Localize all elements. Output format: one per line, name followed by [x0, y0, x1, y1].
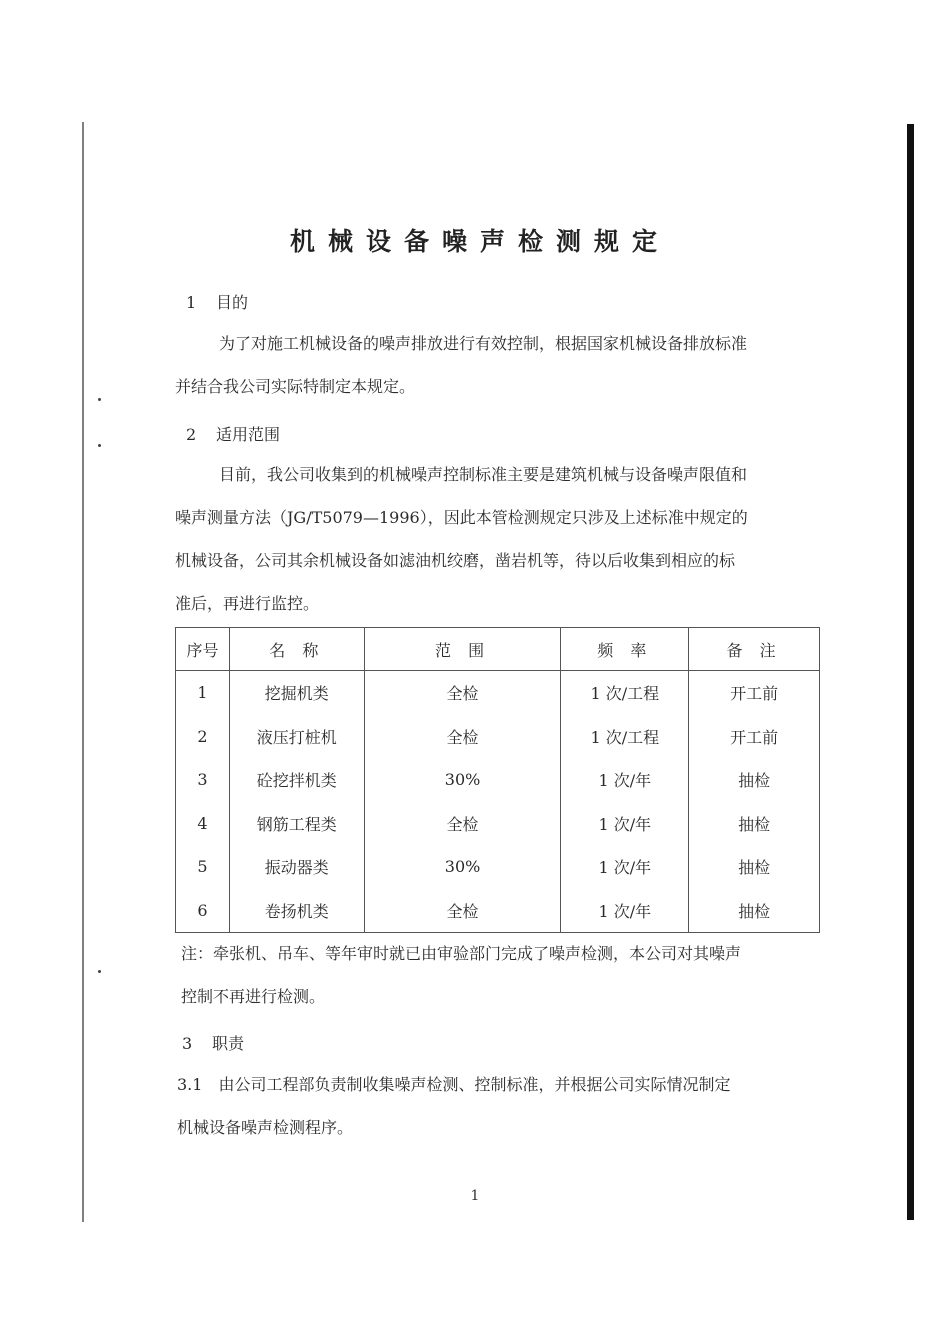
paragraph-line: 并结合我公司实际特制定本规定。	[175, 377, 416, 396]
table-row	[176, 758, 820, 802]
table-row	[176, 671, 820, 715]
cell-frequency: 1 次/年	[561, 758, 689, 802]
section-number: 1	[186, 293, 197, 312]
section-3-heading	[182, 1031, 244, 1054]
header-cell-frequency: 频 率	[561, 628, 689, 671]
page-number: 1	[470, 1188, 480, 1204]
scan-margin-line-left	[82, 122, 84, 1222]
table-row	[176, 802, 820, 846]
cell-frequency: 1 次/年	[561, 889, 689, 933]
table-header-row	[176, 628, 820, 671]
section-1-paragraph	[175, 322, 747, 408]
cell-scope: 全检	[364, 671, 561, 715]
scan-speck	[98, 970, 101, 973]
scan-speck	[98, 398, 101, 401]
cell-index: 4	[176, 802, 230, 846]
section-title: 适用范围	[216, 425, 281, 444]
cell-name: 砼挖拌机类	[229, 758, 364, 802]
section-3-paragraph	[177, 1063, 730, 1149]
cell-name: 液压打桩机	[229, 715, 364, 759]
cell-scope: 全检	[364, 715, 561, 759]
cell-frequency: 1 次/年	[561, 802, 689, 846]
cell-frequency: 1 次/年	[561, 845, 689, 889]
cell-remarks: 抽检	[689, 889, 820, 933]
cell-scope: 30%	[364, 758, 561, 802]
header-cell-scope: 范 围	[364, 628, 561, 671]
cell-index: 6	[176, 889, 230, 933]
cell-scope: 全检	[364, 889, 561, 933]
inspection-table	[175, 627, 820, 933]
paragraph-line: 噪声测量方法（JG/T5079—1996），因此本管检测规定只涉及上述标准中规定的	[175, 508, 748, 527]
paragraph-line: 机械设备，公司其余机械设备如滤油机绞磨，凿岩机等，待以后收集到相应的标	[175, 551, 736, 570]
paragraph-line: 目前，我公司收集到的机械噪声控制标准主要是建筑机械与设备噪声限值和	[219, 465, 748, 484]
cell-index: 2	[176, 715, 230, 759]
section-number: 2	[186, 425, 197, 444]
header-cell-name: 名 称	[229, 628, 364, 671]
cell-remarks: 开工前	[689, 671, 820, 715]
section-title: 目的	[216, 293, 249, 312]
paragraph-line: 为了对施工机械设备的噪声排放进行有效控制，根据国家机械设备排放标准	[219, 334, 748, 353]
cell-scope: 全检	[364, 802, 561, 846]
table-row	[176, 845, 820, 889]
document-title: 机械设备噪声检测规定	[289, 227, 670, 256]
table-note	[181, 932, 741, 1018]
cell-remarks: 抽检	[689, 845, 820, 889]
section-title: 职责	[212, 1034, 245, 1053]
cell-name: 钢筋工程类	[229, 802, 364, 846]
note-line: 注：牵张机、吊车、等年审时就已由审验部门完成了噪声检测，本公司对其噪声	[181, 944, 742, 963]
cell-remarks: 抽检	[689, 758, 820, 802]
table-row	[176, 715, 820, 759]
scan-margin-bar-right	[907, 124, 914, 1220]
section-2-heading	[186, 422, 280, 445]
cell-name: 卷扬机类	[229, 889, 364, 933]
paragraph-line: 3.1 由公司工程部负责制收集噪声检测、控制标准，并根据公司实际情况制定	[177, 1075, 731, 1094]
cell-index: 1	[176, 671, 230, 715]
cell-name: 振动器类	[229, 845, 364, 889]
section-2-paragraph	[175, 453, 748, 625]
cell-scope: 30%	[364, 845, 561, 889]
cell-name: 挖掘机类	[229, 671, 364, 715]
cell-remarks: 开工前	[689, 715, 820, 759]
section-1-heading	[186, 290, 248, 313]
cell-index: 5	[176, 845, 230, 889]
paragraph-line: 准后，再进行监控。	[175, 594, 320, 613]
table-row	[176, 889, 820, 933]
note-line: 控制不再进行检测。	[181, 987, 326, 1006]
paragraph-line: 机械设备噪声检测程序。	[177, 1118, 354, 1137]
cell-frequency: 1 次/工程	[561, 671, 689, 715]
cell-index: 3	[176, 758, 230, 802]
cell-remarks: 抽检	[689, 802, 820, 846]
header-cell-remarks: 备 注	[689, 628, 820, 671]
section-number: 3	[182, 1034, 193, 1053]
scan-speck	[98, 444, 101, 447]
cell-frequency: 1 次/工程	[561, 715, 689, 759]
header-cell-index: 序号	[176, 628, 230, 671]
